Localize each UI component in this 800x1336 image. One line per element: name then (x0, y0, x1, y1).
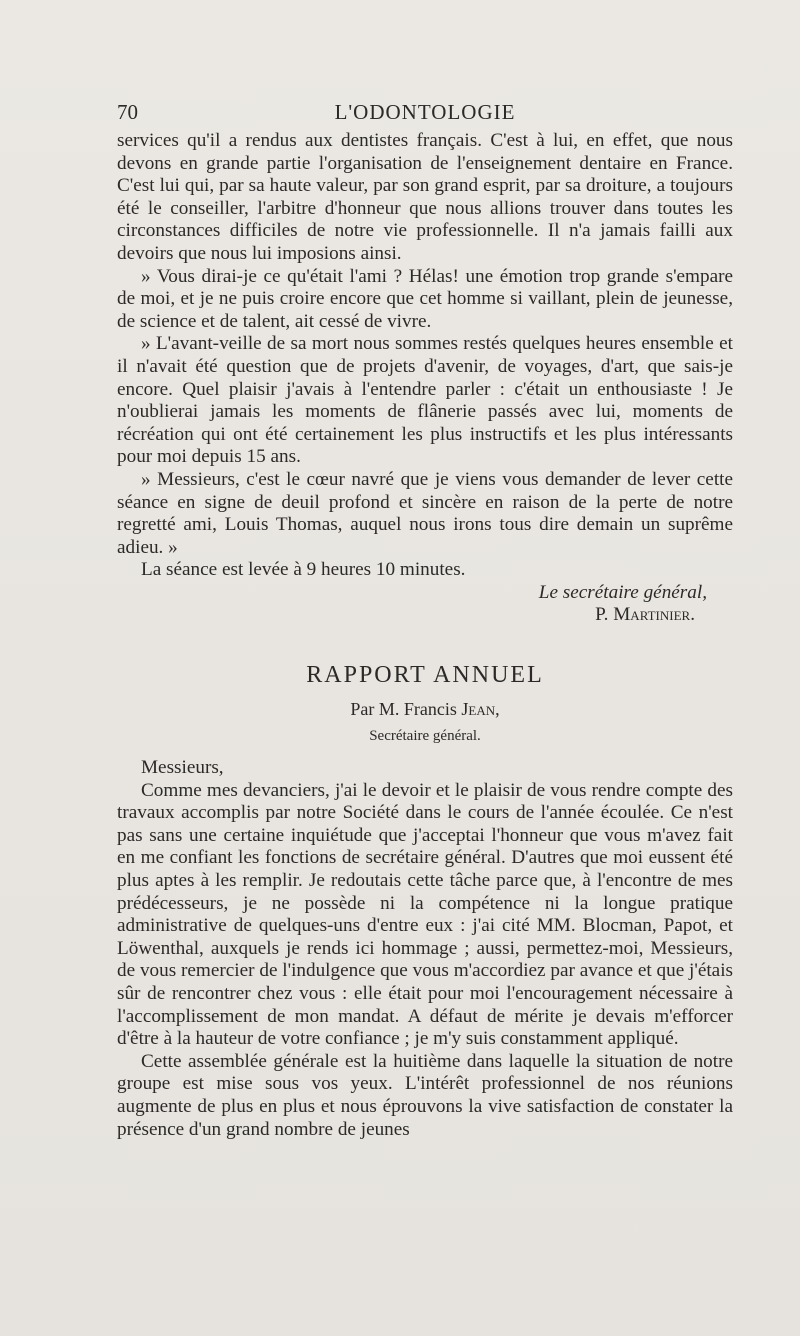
paragraph: services qu'il a rendus aux dentistes français. C'est à lui, en effet, que nous devons en grande partie l'organisation de l'enseignement dentaire en France. C'est lui qui, par sa haute valeur, par son grand esprit, par sa droiture, a toujours été le conseiller, l'arbitre d'honneur que nous allions trouver dans toutes les circonstances difficiles de notre vie professionnelle. Il n'a jamais failli aux devoirs que nous lui imposions ainsi. (117, 130, 733, 264)
session-closing: La séance est levée à 9 heures 10 minutes. (141, 559, 466, 581)
report-body (117, 757, 733, 1141)
paragraph: Cette assemblée générale est la huitième dans laquelle la situation de notre groupe est mise sous vos yeux. L'intérêt professionnel de nos réunions augmente de plus en plus et nous éprouvons la vive satisfaction de constater la présence d'un grand nombre de jeunes (117, 1050, 733, 1140)
annual-report-section (117, 662, 733, 1141)
byline (117, 699, 733, 720)
signature-block (117, 582, 733, 627)
paragraph: » L'avant-veille de sa mort nous sommes restés quelques heures ensemble et il n'avait été question que de projets d'avenir, de voyages, d'art, que sais-je encore. Quel plaisir j'avais à l'entendre parler : c'était un enthousiaste ! Je n'oublierai jamais les moments de flânerie passés avec lui, moments de récréation qui ont été certainement les plus instructifs et les plus intéressants pour moi depuis 15 ans. (117, 333, 733, 468)
byline-role: Secrétaire général. (369, 728, 481, 744)
paragraph: Comme mes devanciers, j'ai le devoir et le plaisir de vous rendre compte des travaux accomplis par notre Société dans le cours de l'année écoulée. Ce n'est pas sans une certaine inquiétude que j'acceptai l'honneur que vous m'avez fait en me confiant les fonctions de secrétaire général. D'autres que moi eussent été plus aptes à les remplir. Je redoutais cette tâche parce que, à l'encontre de mes prédécesseurs, je ne possède ni la compétence ni la longue pratique administrative de quelques-uns d'entre eux : j'ai cité MM. Blocman, Papot, et Löwenthal, auxquels je rends ici hommage ; aussi, permettez-moi, Messieurs, de vous remercier de l'indulgence que vous m'accordiez par avance et que j'étais sûr de rencontrer chez vous : elle était pour moi l'encouragement nécessaire à l'accomplissement de mon mandat. A défaut de mérite je devais m'efforcer d'être à la hauteur de votre confiance ; je m'y suis constamment appliqué. (117, 779, 733, 1050)
running-title: L'ODONTOLOGIE (334, 100, 516, 124)
paragraph: » Messieurs, c'est le cœur navré que je viens vous demander de lever cette séance en signe de deuil profond et sincère en raison de la perte de notre regretté ami, Louis Thomas, auquel nous irons tous dire demain un suprême adieu. » (117, 468, 733, 558)
section-title: RAPPORT ANNUEL (306, 662, 544, 688)
byline-prefix: Par M. Francis (350, 699, 457, 719)
page-number: 70 (117, 100, 138, 124)
salutation: Messieurs, (141, 757, 224, 778)
byline-surname: Jean, (461, 699, 500, 719)
continued-text (117, 130, 733, 627)
paragraph: » Vous dirai-je ce qu'était l'ami ? Hélas! une émotion trop grande s'empare de moi, et je ne puis croire encore que cet homme si vaillant, plein de jeunesse, de science et de talent, ait cessé de vivre. (117, 265, 733, 332)
signature-initial: P. (595, 604, 609, 626)
signature-surname: Martinier. (613, 604, 695, 626)
signature-role: Le secrétaire général, (538, 581, 707, 603)
page-header (117, 100, 733, 132)
signature-name (117, 604, 733, 627)
